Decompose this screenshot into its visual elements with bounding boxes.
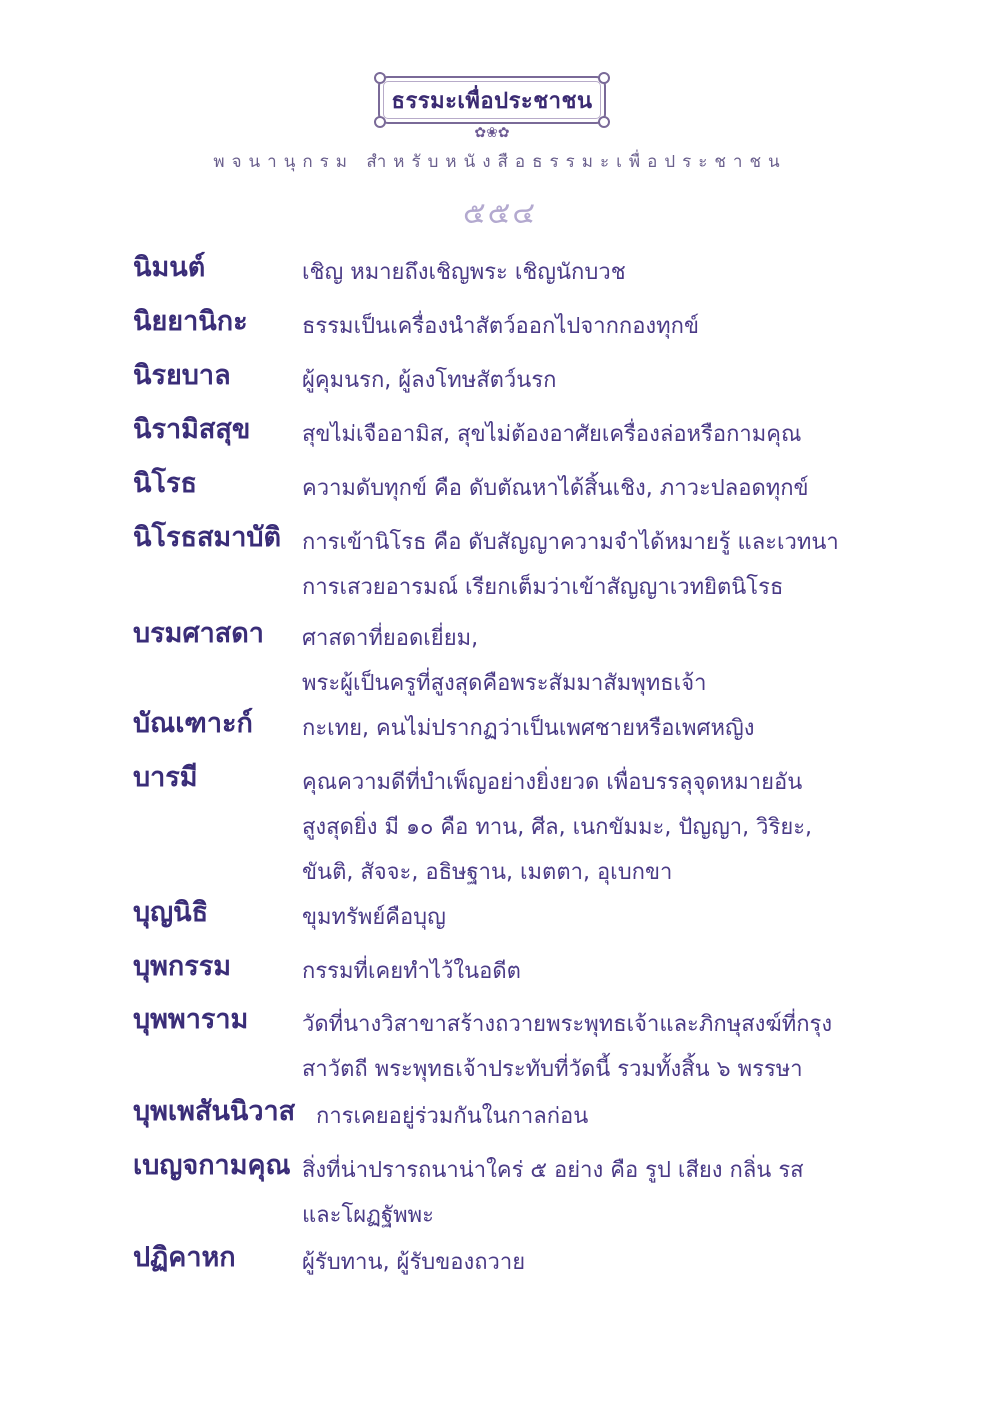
entry-definition <box>302 358 862 403</box>
entry-term: บุพกรรม <box>133 951 232 982</box>
entry-definition <box>302 1002 862 1092</box>
entry-term: นิรามิสสุข <box>133 414 251 445</box>
entry-definition <box>302 616 862 706</box>
entry-definition <box>302 760 862 895</box>
entry-definition <box>302 520 862 610</box>
entry-definition <box>302 466 862 511</box>
definition-line: กรรมที่เคยทำไว้ในอดีต <box>302 959 521 984</box>
definition-line: กะเทย, คนไม่ปรากฏว่าเป็นเพศชายหรือเพศหญิง <box>302 716 755 741</box>
flower-ornament-icon: ✿❀✿ <box>474 125 510 141</box>
entry-definition <box>302 1240 862 1285</box>
entry-definition <box>302 304 862 349</box>
entry-definition <box>316 1094 876 1139</box>
entry-term: บุญนิธิ <box>133 897 209 928</box>
entry-definition <box>302 250 862 295</box>
entry-term: บารมี <box>133 762 198 793</box>
definition-line: สุขไม่เจืออามิส, สุขไม่ต้องอาศัยเครื่องล่อหรือกามคุณ <box>302 422 802 447</box>
definition-line: ผู้คุมนรก, ผู้ลงโทษสัตว์นรก <box>302 368 557 393</box>
entry-term: นิรยบาล <box>133 360 231 391</box>
page-subtitle: พจนานุกรม สำหรับหนังสือธรรมะเพื่อประชาชน <box>213 152 787 172</box>
entry-term: นิมนต์ <box>133 252 206 283</box>
entry-definition <box>302 706 862 751</box>
entry-term: บัณเฑาะก์ <box>133 708 253 739</box>
entry-term: บรมศาสดา <box>133 618 264 649</box>
definition-line: ความดับทุกข์ คือ ดับตัณหาได้สิ้นเชิง, ภาวะปลอดทุกข์ <box>302 476 809 501</box>
entry-term: นิโรธ <box>133 468 197 499</box>
definition-line: การเคยอยู่ร่วมกันในกาลก่อน <box>316 1104 589 1129</box>
entry-term: นิยยานิกะ <box>133 306 248 337</box>
definition-line: การเข้านิโรธ คือ ดับสัญญาความจำได้หมายรู้ และเวทนา <box>302 530 839 555</box>
definition-line: คุณความดีที่บำเพ็ญอย่างยิ่งยวด เพื่อบรรลุจุดหมายอัน <box>302 770 803 795</box>
entry-term: บุพพาราม <box>133 1004 249 1035</box>
definition-line: ขุมทรัพย์คือบุญ <box>302 905 446 930</box>
definition-line: สิ่งที่น่าปรารถนาน่าใคร่ ๕ อย่าง คือ รูป เสียง กลิ่น รส <box>302 1158 804 1183</box>
entry-term: นิโรธสมาบัติ <box>133 522 282 553</box>
entry-term: บุพเพสันนิวาส <box>133 1096 296 1127</box>
definition-line: ศาสดาที่ยอดเยี่ยม, <box>302 626 479 651</box>
definition-line: สาวัตถี พระพุทธเจ้าประทับที่วัดนี้ รวมทั้งสิ้น ๖ พรรษา <box>302 1057 803 1082</box>
definition-line: ผู้รับทาน, ผู้รับของถวาย <box>302 1250 526 1275</box>
definition-line: การเสวยอารมณ์ เรียกเต็มว่าเข้าสัญญาเวทยิตนิโรธ <box>302 575 784 600</box>
definition-line: เชิญ หมายถึงเชิญพระ เชิญนักบวช <box>302 260 626 285</box>
definition-line: ธรรมเป็นเครื่องนำสัตว์ออกไปจากกองทุกข์ <box>302 314 700 339</box>
page-number: ๕๕๔ <box>462 196 538 231</box>
definition-line: ขันติ, สัจจะ, อธิษฐาน, เมตตา, อุเบกขา <box>302 860 673 885</box>
definition-line: วัดที่นางวิสาขาสร้างถวายพระพุทธเจ้าและภิกษุสงฆ์ที่กรุง <box>302 1012 833 1037</box>
definition-line: พระผู้เป็นครูที่สูงสุดคือพระสัมมาสัมพุทธเจ้า <box>302 671 707 696</box>
definition-line: และโผฏฐัพพะ <box>302 1203 434 1228</box>
logo-text: ธรรมะเพื่อประชาชน <box>391 87 593 114</box>
entry-definition <box>302 412 862 457</box>
entry-definition <box>302 949 862 994</box>
entry-definition <box>302 895 862 940</box>
entry-term: ปฏิคาหก <box>133 1242 236 1273</box>
definition-line: สูงสุดยิ่ง มี ๑๐ คือ ทาน, ศีล, เนกขัมมะ, ปัญญา, วิริยะ, <box>302 815 813 840</box>
entry-definition <box>302 1148 862 1238</box>
entry-term: เบญจกามคุณ <box>133 1150 291 1181</box>
